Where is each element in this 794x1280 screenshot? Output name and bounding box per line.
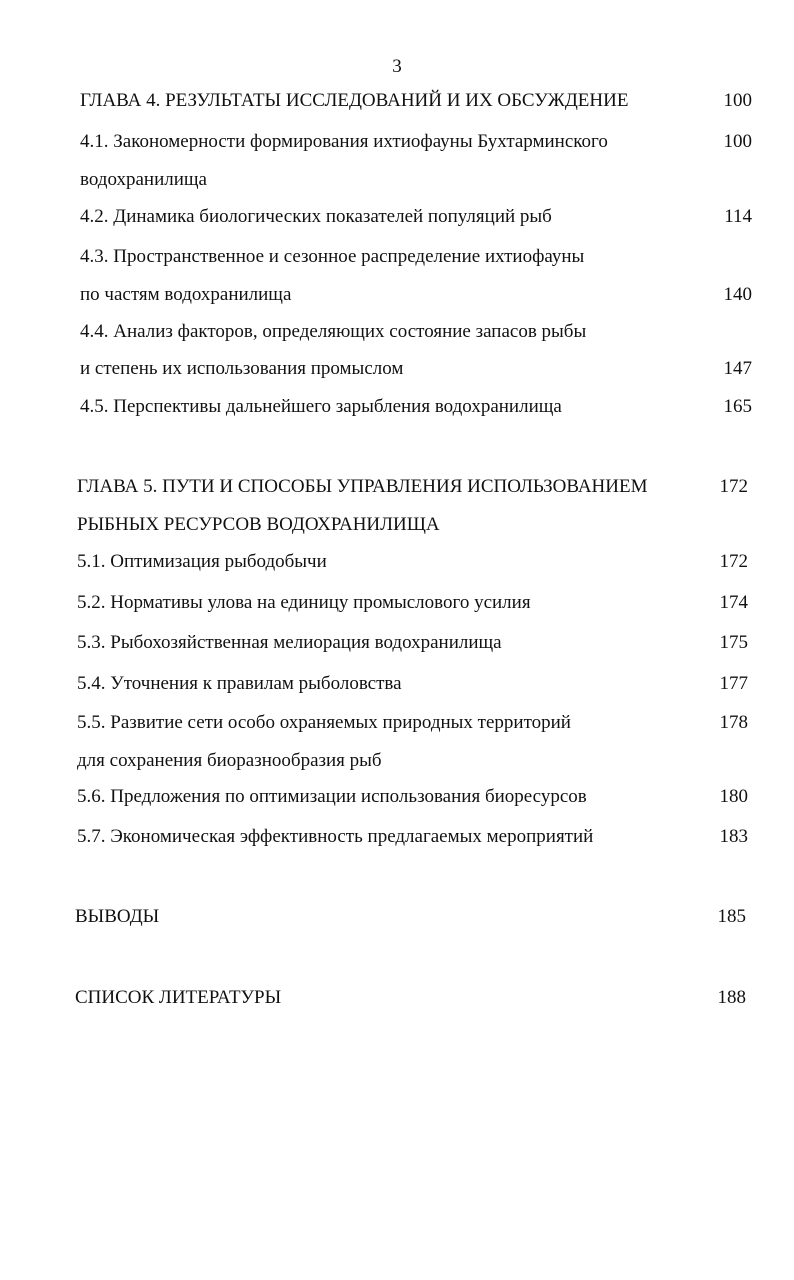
toc-4-5-page: 165 — [723, 396, 752, 417]
toc-ch5-title-line2: РЫБНЫХ РЕСУРСОВ ВОДОХРАНИЛИЩА — [77, 514, 440, 535]
toc-ch4-page: 100 — [723, 90, 752, 111]
toc-5-7-line1: 5.7. Экономическая эффективность предлагаемых мероприятий — [77, 826, 594, 847]
toc-5-7-page: 183 — [719, 826, 748, 847]
toc-5-5-page: 178 — [719, 712, 748, 733]
toc-5-2-page: 174 — [719, 592, 748, 613]
toc-4-3-page: 140 — [723, 284, 752, 305]
toc-4-4-page: 147 — [723, 358, 752, 379]
toc-5-1-page: 172 — [719, 551, 748, 572]
page-number: 3 — [392, 56, 402, 77]
toc-5-2-line1: 5.2. Нормативы улова на единицу промыслового усилия — [77, 592, 531, 613]
toc-4-5-line1: 4.5. Перспективы дальнейшего зарыбления водохранилища — [80, 396, 562, 417]
toc-ch5-title-line1: ГЛАВА 5. ПУТИ И СПОСОБЫ УПРАВЛЕНИЯ ИСПОЛЬЗОВАНИЕМ — [77, 476, 648, 497]
toc-4-3-line1: 4.3. Пространственное и сезонное распределение ихтиофауны — [80, 246, 585, 267]
toc-4-2-line1: 4.2. Динамика биологических показателей популяций рыб — [80, 206, 552, 227]
toc-references-page: 188 — [717, 987, 746, 1008]
toc-5-4-line1: 5.4. Уточнения к правилам рыболовства — [77, 673, 402, 694]
toc-4-1-page: 100 — [723, 131, 752, 152]
toc-conclusions-title: ВЫВОДЫ — [75, 906, 160, 927]
toc-4-4-line2: и степень их использования промыслом — [80, 358, 404, 379]
toc-5-5-line2: для сохранения биоразнообразия рыб — [77, 750, 382, 771]
toc-4-4-line1: 4.4. Анализ факторов, определяющих состояние запасов рыбы — [80, 321, 587, 342]
toc-5-6-page: 180 — [719, 786, 748, 807]
toc-conclusions-page: 185 — [717, 906, 746, 927]
toc-4-1-line2: водохранилища — [80, 169, 207, 190]
toc-ch4-title: ГЛАВА 4. РЕЗУЛЬТАТЫ ИССЛЕДОВАНИЙ И ИХ ОБСУЖДЕНИЕ — [80, 90, 629, 111]
toc-4-3-line2: по частям водохранилища — [80, 284, 292, 305]
toc-5-6-line1: 5.6. Предложения по оптимизации использования биоресурсов — [77, 786, 587, 807]
toc-5-5-line1: 5.5. Развитие сети особо охраняемых природных территорий — [77, 712, 571, 733]
toc-4-1-line1: 4.1. Закономерности формирования ихтиофауны Бухтарминского — [80, 131, 608, 152]
toc-5-1-line1: 5.1. Оптимизация рыбодобычи — [77, 551, 327, 572]
toc-5-4-page: 177 — [719, 673, 748, 694]
toc-5-3-line1: 5.3. Рыбохозяйственная мелиорация водохранилища — [77, 632, 502, 653]
toc-4-2-page: 114 — [724, 206, 752, 227]
toc-5-3-page: 175 — [719, 632, 748, 653]
toc-ch5-page: 172 — [719, 476, 748, 497]
toc-references-title: СПИСОК ЛИТЕРАТУРЫ — [75, 987, 282, 1008]
